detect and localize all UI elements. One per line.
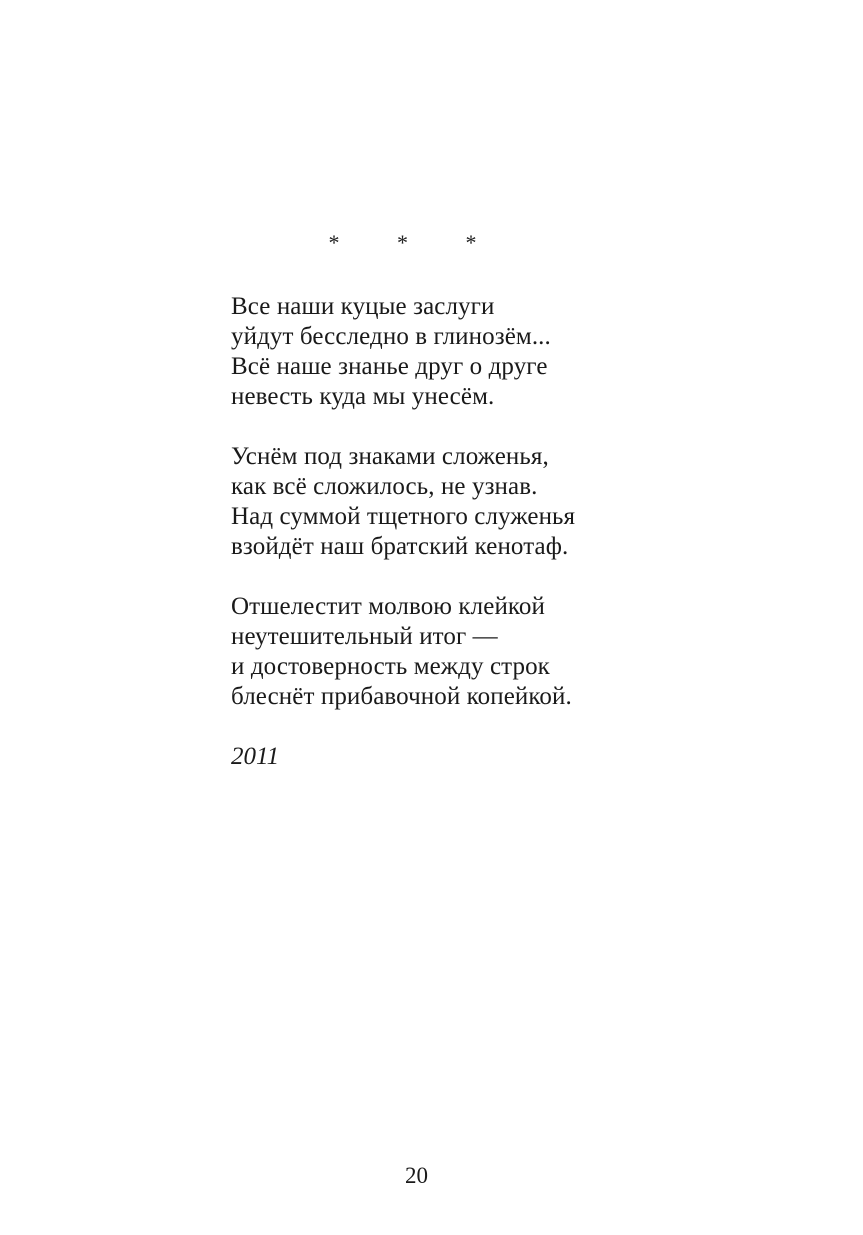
poem-line: Всё наше знанье друг о друге [231,353,548,380]
poem-line: как всё сложилось, не узнав. [231,473,538,500]
poem-line: Над суммой тщетного служенья [231,503,576,530]
poem-line: Все наши куцые заслуги [231,293,495,320]
poem-line: невесть куда мы унесём. [231,383,495,410]
poem [231,292,791,772]
stanza-2 [231,442,791,562]
poem-year: 2011 [231,743,280,770]
poem-line: блеснёт прибавочной копейкой. [231,683,572,710]
poem-line: взойдёт наш братский кенотаф. [231,533,569,560]
stanza-1 [231,292,791,412]
page-number: 20 [405,1163,428,1188]
section-separator: * * * [328,230,503,255]
poem-line: неутешительный итог — [231,623,498,650]
stanza-3 [231,592,791,712]
poem-line: Уснём под знаками сложенья, [231,443,549,470]
poem-line: и достоверность между строк [231,653,550,680]
poem-line: Отшелестит молвою клейкой [231,593,545,620]
poem-line: уйдут бесследно в глинозём... [231,323,551,350]
